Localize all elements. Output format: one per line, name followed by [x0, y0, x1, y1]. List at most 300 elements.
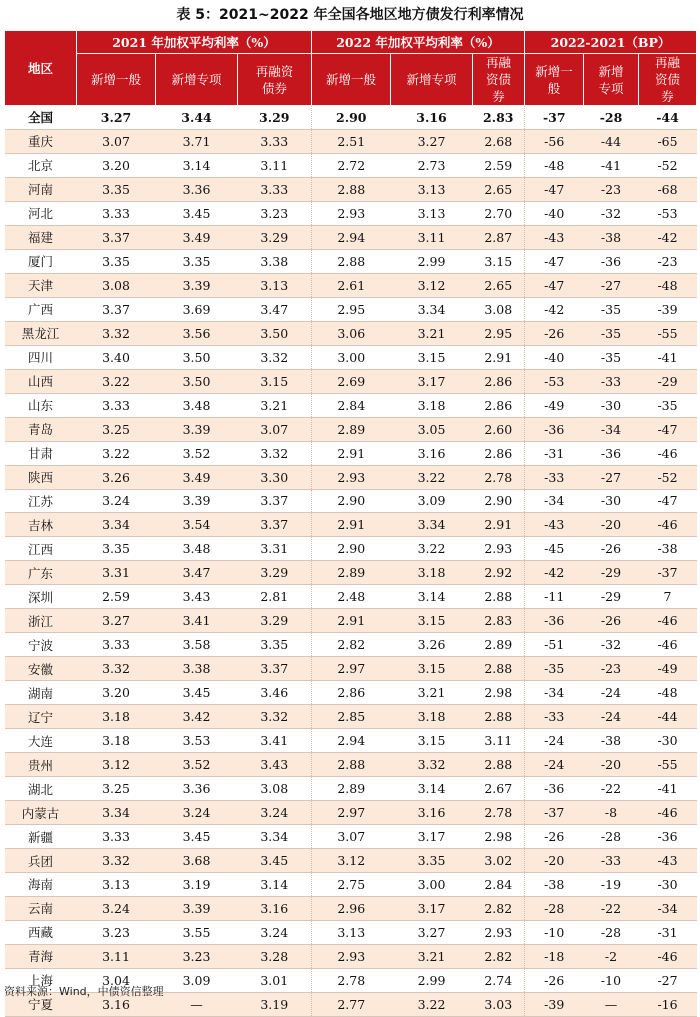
header-2021-general: 新增一般 — [77, 54, 156, 106]
cell-2022-special: 3.17 — [391, 825, 473, 849]
cell-diff-general: -28 — [525, 896, 584, 920]
table-row — [5, 417, 697, 441]
header-diff-general: 新增一般 — [525, 54, 584, 106]
cell-diff-refi: -36 — [639, 825, 697, 849]
cell-2022-special: 3.15 — [391, 345, 473, 369]
cell-2021-general: 3.13 — [77, 873, 156, 897]
cell-region: 新疆 — [5, 825, 77, 849]
cell-2022-special: 3.22 — [391, 992, 473, 1016]
cell-2021-general: 3.22 — [77, 369, 156, 393]
cell-2021-special: 3.68 — [156, 849, 238, 873]
cell-2022-special: 2.99 — [391, 968, 473, 992]
cell-2022-refi: 2.83 — [473, 609, 525, 633]
cell-region: 江苏 — [5, 489, 77, 513]
cell-2021-special: 3.54 — [156, 513, 238, 537]
cell-2021-general: 3.20 — [77, 153, 156, 177]
cell-region: 青海 — [5, 944, 77, 968]
cell-2022-general: 3.13 — [312, 920, 391, 944]
cell-2021-special: 3.09 — [156, 968, 238, 992]
cell-2022-general: 2.93 — [312, 944, 391, 968]
cell-diff-general: -47 — [525, 273, 584, 297]
cell-diff-general: -34 — [525, 489, 584, 513]
cell-2021-general: 3.34 — [77, 801, 156, 825]
cell-diff-refi: -30 — [639, 729, 697, 753]
cell-diff-general: -42 — [525, 561, 584, 585]
cell-2021-general: 3.16 — [77, 992, 156, 1016]
cell-2021-general: 3.32 — [77, 321, 156, 345]
cell-2021-refi: 3.24 — [238, 920, 312, 944]
cell-2022-refi: 2.91 — [473, 513, 525, 537]
cell-diff-general: -47 — [525, 249, 584, 273]
cell-2021-refi: 3.38 — [238, 249, 312, 273]
cell-2021-special: 3.71 — [156, 129, 238, 153]
table-row — [5, 177, 697, 201]
cell-2022-refi: 2.87 — [473, 225, 525, 249]
cell-diff-general: -51 — [525, 633, 584, 657]
cell-diff-refi: -43 — [639, 849, 697, 873]
cell-diff-special: — — [584, 992, 639, 1016]
cell-2021-special: 3.39 — [156, 273, 238, 297]
cell-diff-special: -35 — [584, 321, 639, 345]
cell-2021-general: 3.40 — [77, 345, 156, 369]
cell-2021-refi: 3.35 — [238, 633, 312, 657]
cell-2021-general: 3.33 — [77, 393, 156, 417]
cell-2022-refi: 2.59 — [473, 153, 525, 177]
table-row — [5, 201, 697, 225]
cell-diff-refi: -46 — [639, 441, 697, 465]
cell-region: 湖南 — [5, 681, 77, 705]
cell-2022-general: 2.61 — [312, 273, 391, 297]
cell-region: 兵团 — [5, 849, 77, 873]
cell-region: 四川 — [5, 345, 77, 369]
cell-region: 大连 — [5, 729, 77, 753]
cell-diff-general: -39 — [525, 992, 584, 1016]
cell-2021-special: 3.38 — [156, 657, 238, 681]
cell-2022-special: 3.17 — [391, 896, 473, 920]
cell-region: 北京 — [5, 153, 77, 177]
cell-region: 山西 — [5, 369, 77, 393]
cell-diff-special: -19 — [584, 873, 639, 897]
table-row — [5, 537, 697, 561]
cell-2021-special: 3.14 — [156, 153, 238, 177]
cell-region: 宁波 — [5, 633, 77, 657]
cell-2021-special: 3.48 — [156, 537, 238, 561]
source-note: 资料来源：Wind，中债资信整理 — [4, 985, 164, 998]
header-diff-special: 新增专项 — [584, 54, 639, 106]
table-row — [5, 753, 697, 777]
cell-diff-special: -33 — [584, 849, 639, 873]
cell-2021-general: 3.33 — [77, 633, 156, 657]
cell-2022-special: 3.05 — [391, 417, 473, 441]
cell-2021-general: 3.24 — [77, 896, 156, 920]
cell-2021-refi: 3.19 — [238, 992, 312, 1016]
cell-2021-general: 3.32 — [77, 657, 156, 681]
cell-diff-refi: -46 — [639, 633, 697, 657]
header-group-2021: 2021 年加权平均利率（%） — [77, 31, 312, 54]
cell-2021-special: 3.48 — [156, 393, 238, 417]
cell-2021-general: 3.31 — [77, 561, 156, 585]
cell-2021-general: 3.23 — [77, 920, 156, 944]
header-2022-refi: 再融资债券 — [473, 54, 525, 106]
cell-2021-general: 3.34 — [77, 513, 156, 537]
cell-2021-refi: 3.46 — [238, 681, 312, 705]
cell-2021-refi: 3.43 — [238, 753, 312, 777]
cell-2021-special: 3.55 — [156, 920, 238, 944]
cell-region: 青岛 — [5, 417, 77, 441]
cell-diff-refi: -42 — [639, 225, 697, 249]
cell-diff-refi: -38 — [639, 537, 697, 561]
cell-region: 广西 — [5, 297, 77, 321]
cell-2022-general: 2.75 — [312, 873, 391, 897]
cell-2021-special: 3.49 — [156, 225, 238, 249]
table-row — [5, 489, 697, 513]
cell-2022-general: 2.93 — [312, 201, 391, 225]
cell-2022-refi: 2.65 — [473, 177, 525, 201]
cell-2022-special: 3.34 — [391, 513, 473, 537]
cell-2021-special: 3.43 — [156, 585, 238, 609]
cell-diff-special: -30 — [584, 393, 639, 417]
cell-2021-special: 3.52 — [156, 441, 238, 465]
cell-2021-special: 3.44 — [156, 106, 238, 130]
cell-2021-special: 3.24 — [156, 801, 238, 825]
cell-2021-refi: 3.23 — [238, 201, 312, 225]
cell-2021-refi: 3.45 — [238, 849, 312, 873]
cell-region: 安徽 — [5, 657, 77, 681]
cell-2022-special: 2.99 — [391, 249, 473, 273]
cell-diff-refi: -39 — [639, 297, 697, 321]
cell-diff-refi: -41 — [639, 777, 697, 801]
cell-2022-special: 3.15 — [391, 609, 473, 633]
table-row — [5, 633, 697, 657]
cell-2021-general: 3.35 — [77, 249, 156, 273]
cell-2021-special: 3.19 — [156, 873, 238, 897]
cell-diff-refi: 7 — [639, 585, 697, 609]
cell-2021-refi: 3.33 — [238, 129, 312, 153]
cell-diff-general: -24 — [525, 729, 584, 753]
cell-diff-special: -30 — [584, 489, 639, 513]
cell-diff-general: -36 — [525, 417, 584, 441]
cell-2021-general: 3.07 — [77, 129, 156, 153]
cell-2021-general: 3.24 — [77, 489, 156, 513]
cell-2021-refi: 3.01 — [238, 968, 312, 992]
table-row — [5, 896, 697, 920]
cell-2021-general: 3.04 — [77, 968, 156, 992]
cell-diff-special: -24 — [584, 681, 639, 705]
cell-region: 辽宁 — [5, 705, 77, 729]
cell-2021-special: 3.45 — [156, 825, 238, 849]
cell-diff-special: -41 — [584, 153, 639, 177]
table-row — [5, 345, 697, 369]
cell-diff-refi: -46 — [639, 513, 697, 537]
table-row — [5, 441, 697, 465]
cell-2021-refi: 3.29 — [238, 609, 312, 633]
cell-diff-refi: -48 — [639, 273, 697, 297]
cell-region: 海南 — [5, 873, 77, 897]
cell-2021-special: 3.42 — [156, 705, 238, 729]
cell-2022-refi: 2.91 — [473, 345, 525, 369]
cell-diff-special: -27 — [584, 273, 639, 297]
table-row — [5, 609, 697, 633]
cell-2022-refi: 3.15 — [473, 249, 525, 273]
cell-2021-refi: 3.31 — [238, 537, 312, 561]
cell-diff-refi: -48 — [639, 681, 697, 705]
cell-diff-refi: -27 — [639, 968, 697, 992]
cell-2021-general: 3.35 — [77, 177, 156, 201]
cell-2021-general: 3.22 — [77, 441, 156, 465]
cell-2021-refi: 3.37 — [238, 489, 312, 513]
cell-2022-general: 2.90 — [312, 489, 391, 513]
cell-2022-refi: 2.98 — [473, 825, 525, 849]
cell-2021-refi: 3.15 — [238, 369, 312, 393]
cell-region: 山东 — [5, 393, 77, 417]
cell-2021-special: 3.45 — [156, 681, 238, 705]
cell-2022-general: 2.69 — [312, 369, 391, 393]
cell-diff-refi: -47 — [639, 489, 697, 513]
cell-2022-special: 3.18 — [391, 561, 473, 585]
cell-diff-special: -20 — [584, 513, 639, 537]
cell-2022-refi: 2.84 — [473, 873, 525, 897]
cell-diff-special: -20 — [584, 753, 639, 777]
cell-2022-general: 2.85 — [312, 705, 391, 729]
cell-2022-general: 2.93 — [312, 465, 391, 489]
table-row — [5, 801, 697, 825]
cell-region: 广东 — [5, 561, 77, 585]
cell-diff-special: -23 — [584, 657, 639, 681]
header-2021-refi: 再融资债券 — [238, 54, 312, 106]
cell-region: 江西 — [5, 537, 77, 561]
cell-2021-special: 3.50 — [156, 369, 238, 393]
cell-2022-special: 3.18 — [391, 393, 473, 417]
cell-diff-special: -38 — [584, 729, 639, 753]
cell-2022-refi: 2.92 — [473, 561, 525, 585]
cell-diff-special: -36 — [584, 441, 639, 465]
cell-2022-special: 3.22 — [391, 465, 473, 489]
cell-2022-general: 2.89 — [312, 417, 391, 441]
cell-2022-special: 3.17 — [391, 369, 473, 393]
cell-2021-special: 3.23 — [156, 944, 238, 968]
cell-diff-general: -43 — [525, 225, 584, 249]
cell-diff-refi: -46 — [639, 609, 697, 633]
table-row — [5, 513, 697, 537]
cell-diff-refi: -44 — [639, 106, 697, 130]
table-row — [5, 944, 697, 968]
cell-2022-special: 3.11 — [391, 225, 473, 249]
cell-2021-general: 3.26 — [77, 465, 156, 489]
cell-diff-special: -35 — [584, 345, 639, 369]
cell-diff-refi: -44 — [639, 705, 697, 729]
table-row — [5, 705, 697, 729]
table-title: 表 5：2021~2022 年全国各地区地方债发行利率情况 — [176, 7, 524, 23]
cell-diff-special: -26 — [584, 537, 639, 561]
cell-diff-general: -11 — [525, 585, 584, 609]
cell-2022-general: 2.90 — [312, 537, 391, 561]
cell-2022-general: 2.91 — [312, 609, 391, 633]
cell-2022-special: 3.27 — [391, 129, 473, 153]
header-group-diff: 2022-2021（BP） — [525, 31, 697, 54]
cell-2021-special: 3.39 — [156, 489, 238, 513]
cell-2021-refi: 3.14 — [238, 873, 312, 897]
cell-region: 甘肃 — [5, 441, 77, 465]
cell-diff-special: -22 — [584, 896, 639, 920]
cell-2022-special: 3.34 — [391, 297, 473, 321]
cell-diff-special: -32 — [584, 633, 639, 657]
cell-2021-special: 3.36 — [156, 777, 238, 801]
cell-2022-refi: 2.78 — [473, 465, 525, 489]
cell-diff-general: -36 — [525, 777, 584, 801]
cell-2022-special: 3.21 — [391, 321, 473, 345]
table-row — [5, 465, 697, 489]
cell-2021-special: 3.58 — [156, 633, 238, 657]
cell-2021-general: 3.11 — [77, 944, 156, 968]
cell-diff-special: -8 — [584, 801, 639, 825]
cell-2021-special: 3.39 — [156, 417, 238, 441]
cell-2021-general: 3.33 — [77, 825, 156, 849]
cell-region: 黑龙江 — [5, 321, 77, 345]
header-region: 地区 — [5, 31, 77, 106]
cell-2021-general: 3.32 — [77, 849, 156, 873]
cell-diff-special: -36 — [584, 249, 639, 273]
cell-2021-general: 3.35 — [77, 537, 156, 561]
cell-2022-general: 2.91 — [312, 441, 391, 465]
cell-region: 天津 — [5, 273, 77, 297]
cell-region: 厦门 — [5, 249, 77, 273]
cell-2022-refi: 3.03 — [473, 992, 525, 1016]
cell-diff-special: -33 — [584, 369, 639, 393]
cell-2021-special: 3.69 — [156, 297, 238, 321]
cell-2021-refi: 3.29 — [238, 561, 312, 585]
cell-2021-general: 3.37 — [77, 297, 156, 321]
cell-diff-refi: -37 — [639, 561, 697, 585]
cell-diff-refi: -55 — [639, 753, 697, 777]
cell-diff-general: -48 — [525, 153, 584, 177]
cell-2022-special: 3.18 — [391, 705, 473, 729]
cell-2022-refi: 2.60 — [473, 417, 525, 441]
cell-2022-refi: 2.74 — [473, 968, 525, 992]
cell-2021-general: 3.27 — [77, 609, 156, 633]
cell-2022-special: 3.16 — [391, 441, 473, 465]
cell-2022-general: 2.88 — [312, 177, 391, 201]
cell-2022-refi: 2.93 — [473, 537, 525, 561]
cell-2022-general: 2.51 — [312, 129, 391, 153]
cell-diff-special: -34 — [584, 417, 639, 441]
table-row — [5, 585, 697, 609]
cell-2021-general: 3.12 — [77, 753, 156, 777]
cell-diff-general: -53 — [525, 369, 584, 393]
cell-diff-general: -37 — [525, 106, 584, 130]
cell-region: 西藏 — [5, 920, 77, 944]
cell-2022-general: 2.48 — [312, 585, 391, 609]
cell-diff-special: -32 — [584, 201, 639, 225]
cell-2022-refi: 2.70 — [473, 201, 525, 225]
cell-2022-special: 3.14 — [391, 777, 473, 801]
cell-2022-general: 2.88 — [312, 753, 391, 777]
cell-2021-refi: 3.37 — [238, 513, 312, 537]
cell-2022-special: 3.35 — [391, 849, 473, 873]
cell-diff-special: -24 — [584, 705, 639, 729]
cell-2022-refi: 2.90 — [473, 489, 525, 513]
cell-diff-special: -28 — [584, 825, 639, 849]
cell-2022-refi: 2.93 — [473, 920, 525, 944]
table-row — [5, 297, 697, 321]
cell-diff-refi: -47 — [639, 417, 697, 441]
table-header — [5, 31, 697, 106]
table-row — [5, 249, 697, 273]
cell-2021-special: 3.49 — [156, 465, 238, 489]
table-row — [5, 873, 697, 897]
cell-2022-refi: 2.86 — [473, 441, 525, 465]
cell-2022-special: 3.21 — [391, 681, 473, 705]
cell-diff-special: -29 — [584, 561, 639, 585]
cell-diff-refi: -53 — [639, 201, 697, 225]
cell-diff-general: -24 — [525, 753, 584, 777]
cell-2021-refi: 3.29 — [238, 225, 312, 249]
cell-2021-refi: 3.21 — [238, 393, 312, 417]
cell-2021-general: 3.18 — [77, 705, 156, 729]
cell-region: 福建 — [5, 225, 77, 249]
cell-diff-refi: -30 — [639, 873, 697, 897]
cell-2021-refi: 2.81 — [238, 585, 312, 609]
cell-2021-refi: 3.08 — [238, 777, 312, 801]
cell-2021-refi: 3.32 — [238, 441, 312, 465]
cell-diff-refi: -46 — [639, 801, 697, 825]
cell-2021-refi: 3.13 — [238, 273, 312, 297]
cell-2021-refi: 3.33 — [238, 177, 312, 201]
cell-2022-refi: 2.98 — [473, 681, 525, 705]
cell-diff-general: -26 — [525, 968, 584, 992]
cell-2022-refi: 2.95 — [473, 321, 525, 345]
bond-rate-table — [4, 30, 697, 1017]
cell-region: 陕西 — [5, 465, 77, 489]
cell-2022-general: 2.78 — [312, 968, 391, 992]
cell-2022-general: 2.97 — [312, 657, 391, 681]
cell-diff-special: -10 — [584, 968, 639, 992]
cell-diff-refi: -68 — [639, 177, 697, 201]
cell-diff-special: -44 — [584, 129, 639, 153]
cell-diff-general: -37 — [525, 801, 584, 825]
cell-region: 宁夏 — [5, 992, 77, 1016]
table-row — [5, 920, 697, 944]
cell-2022-general: 2.82 — [312, 633, 391, 657]
cell-diff-refi: -23 — [639, 249, 697, 273]
table-row — [5, 129, 697, 153]
table-row — [5, 849, 697, 873]
cell-diff-special: -2 — [584, 944, 639, 968]
cell-2022-general: 2.77 — [312, 992, 391, 1016]
cell-2021-general: 3.18 — [77, 729, 156, 753]
cell-2022-general: 2.88 — [312, 249, 391, 273]
cell-2022-general: 3.07 — [312, 825, 391, 849]
cell-region: 内蒙古 — [5, 801, 77, 825]
cell-diff-general: -26 — [525, 321, 584, 345]
cell-diff-general: -33 — [525, 465, 584, 489]
cell-2022-refi: 2.82 — [473, 896, 525, 920]
cell-diff-general: -31 — [525, 441, 584, 465]
cell-diff-general: -26 — [525, 825, 584, 849]
cell-2021-special: 3.36 — [156, 177, 238, 201]
cell-diff-special: -26 — [584, 609, 639, 633]
cell-diff-general: -43 — [525, 513, 584, 537]
cell-2022-general: 3.12 — [312, 849, 391, 873]
cell-2022-special: 3.26 — [391, 633, 473, 657]
cell-diff-refi: -29 — [639, 369, 697, 393]
cell-diff-general: -47 — [525, 177, 584, 201]
cell-2021-general: 3.25 — [77, 777, 156, 801]
cell-diff-refi: -34 — [639, 896, 697, 920]
cell-2022-special: 3.21 — [391, 944, 473, 968]
cell-diff-refi: -16 — [639, 992, 697, 1016]
cell-2022-general: 2.94 — [312, 729, 391, 753]
cell-diff-special: -22 — [584, 777, 639, 801]
